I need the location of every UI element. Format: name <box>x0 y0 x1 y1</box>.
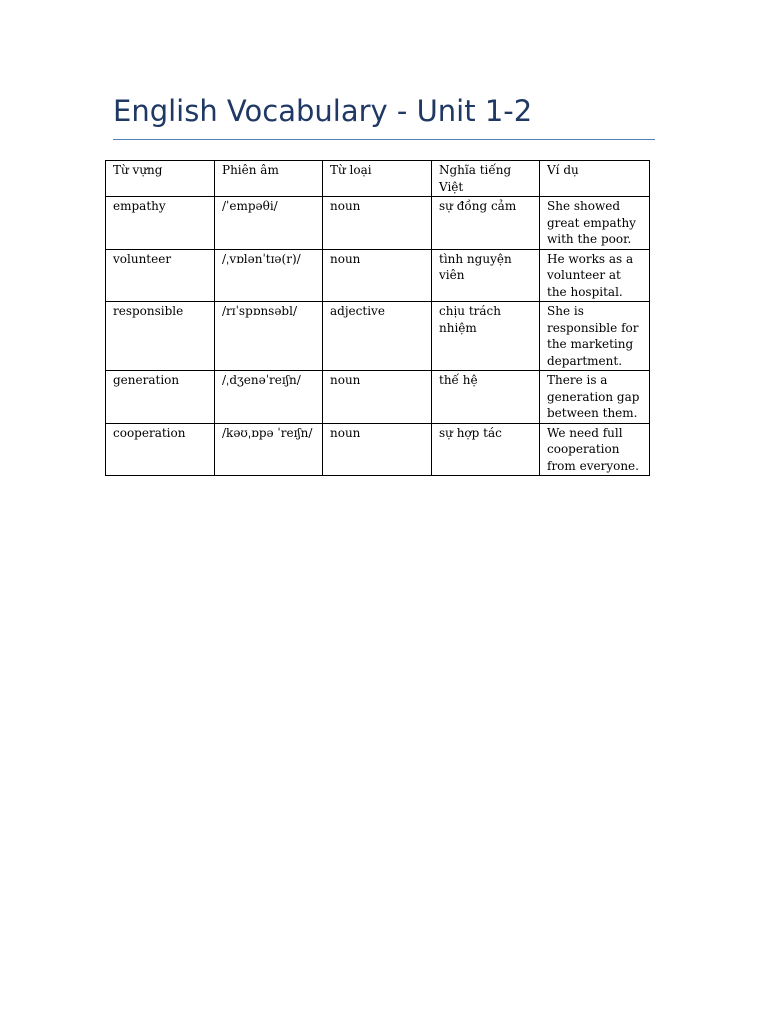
table-row <box>106 371 650 424</box>
cell-word: volunteer <box>106 249 215 302</box>
cell-pronunciation: /rɪˈspɒnsəbl/ <box>215 302 323 371</box>
cell-example: She showed great empathy with the poor. <box>540 197 650 250</box>
table-header-row <box>106 161 650 197</box>
cell-pronunciation: /ˌdʒenəˈreɪʃn/ <box>215 371 323 424</box>
cell-vietnamese-meaning: sự hợp tác <box>432 423 540 476</box>
cell-vietnamese-meaning: sự đồng cảm <box>432 197 540 250</box>
cell-pronunciation: /ˈempəθi/ <box>215 197 323 250</box>
title-underline <box>113 139 655 140</box>
cell-word-type: noun <box>323 371 432 424</box>
cell-pronunciation: /ˌvɒlənˈtɪə(r)/ <box>215 249 323 302</box>
header-cell-word-type: Từ loại <box>323 161 432 197</box>
cell-word: cooperation <box>106 423 215 476</box>
cell-word: empathy <box>106 197 215 250</box>
cell-example: There is a generation gap between them. <box>540 371 650 424</box>
cell-word-type: noun <box>323 423 432 476</box>
vocabulary-table <box>105 160 650 476</box>
document-title: English Vocabulary - Unit 1-2 <box>113 94 533 128</box>
cell-word-type: adjective <box>323 302 432 371</box>
cell-vietnamese-meaning: chịu trách nhiệm <box>432 302 540 371</box>
cell-word-type: noun <box>323 249 432 302</box>
header-cell-word: Từ vựng <box>106 161 215 197</box>
header-cell-example: Ví dụ <box>540 161 650 197</box>
cell-vietnamese-meaning: thế hệ <box>432 371 540 424</box>
header-cell-vietnamese-meaning: Nghĩa tiếng Việt <box>432 161 540 197</box>
cell-word: generation <box>106 371 215 424</box>
cell-word: responsible <box>106 302 215 371</box>
cell-example: We need full cooperation from everyone. <box>540 423 650 476</box>
cell-example: She is responsible for the marketing department. <box>540 302 650 371</box>
table-row <box>106 423 650 476</box>
table-row <box>106 197 650 250</box>
cell-example: He works as a volunteer at the hospital. <box>540 249 650 302</box>
cell-vietnamese-meaning: tình nguyện viên <box>432 249 540 302</box>
cell-word-type: noun <box>323 197 432 250</box>
cell-pronunciation: /kəʊˌɒpə ˈreɪʃn/ <box>215 423 323 476</box>
table-row <box>106 249 650 302</box>
header-cell-pronunciation: Phiên âm <box>215 161 323 197</box>
table-row <box>106 302 650 371</box>
